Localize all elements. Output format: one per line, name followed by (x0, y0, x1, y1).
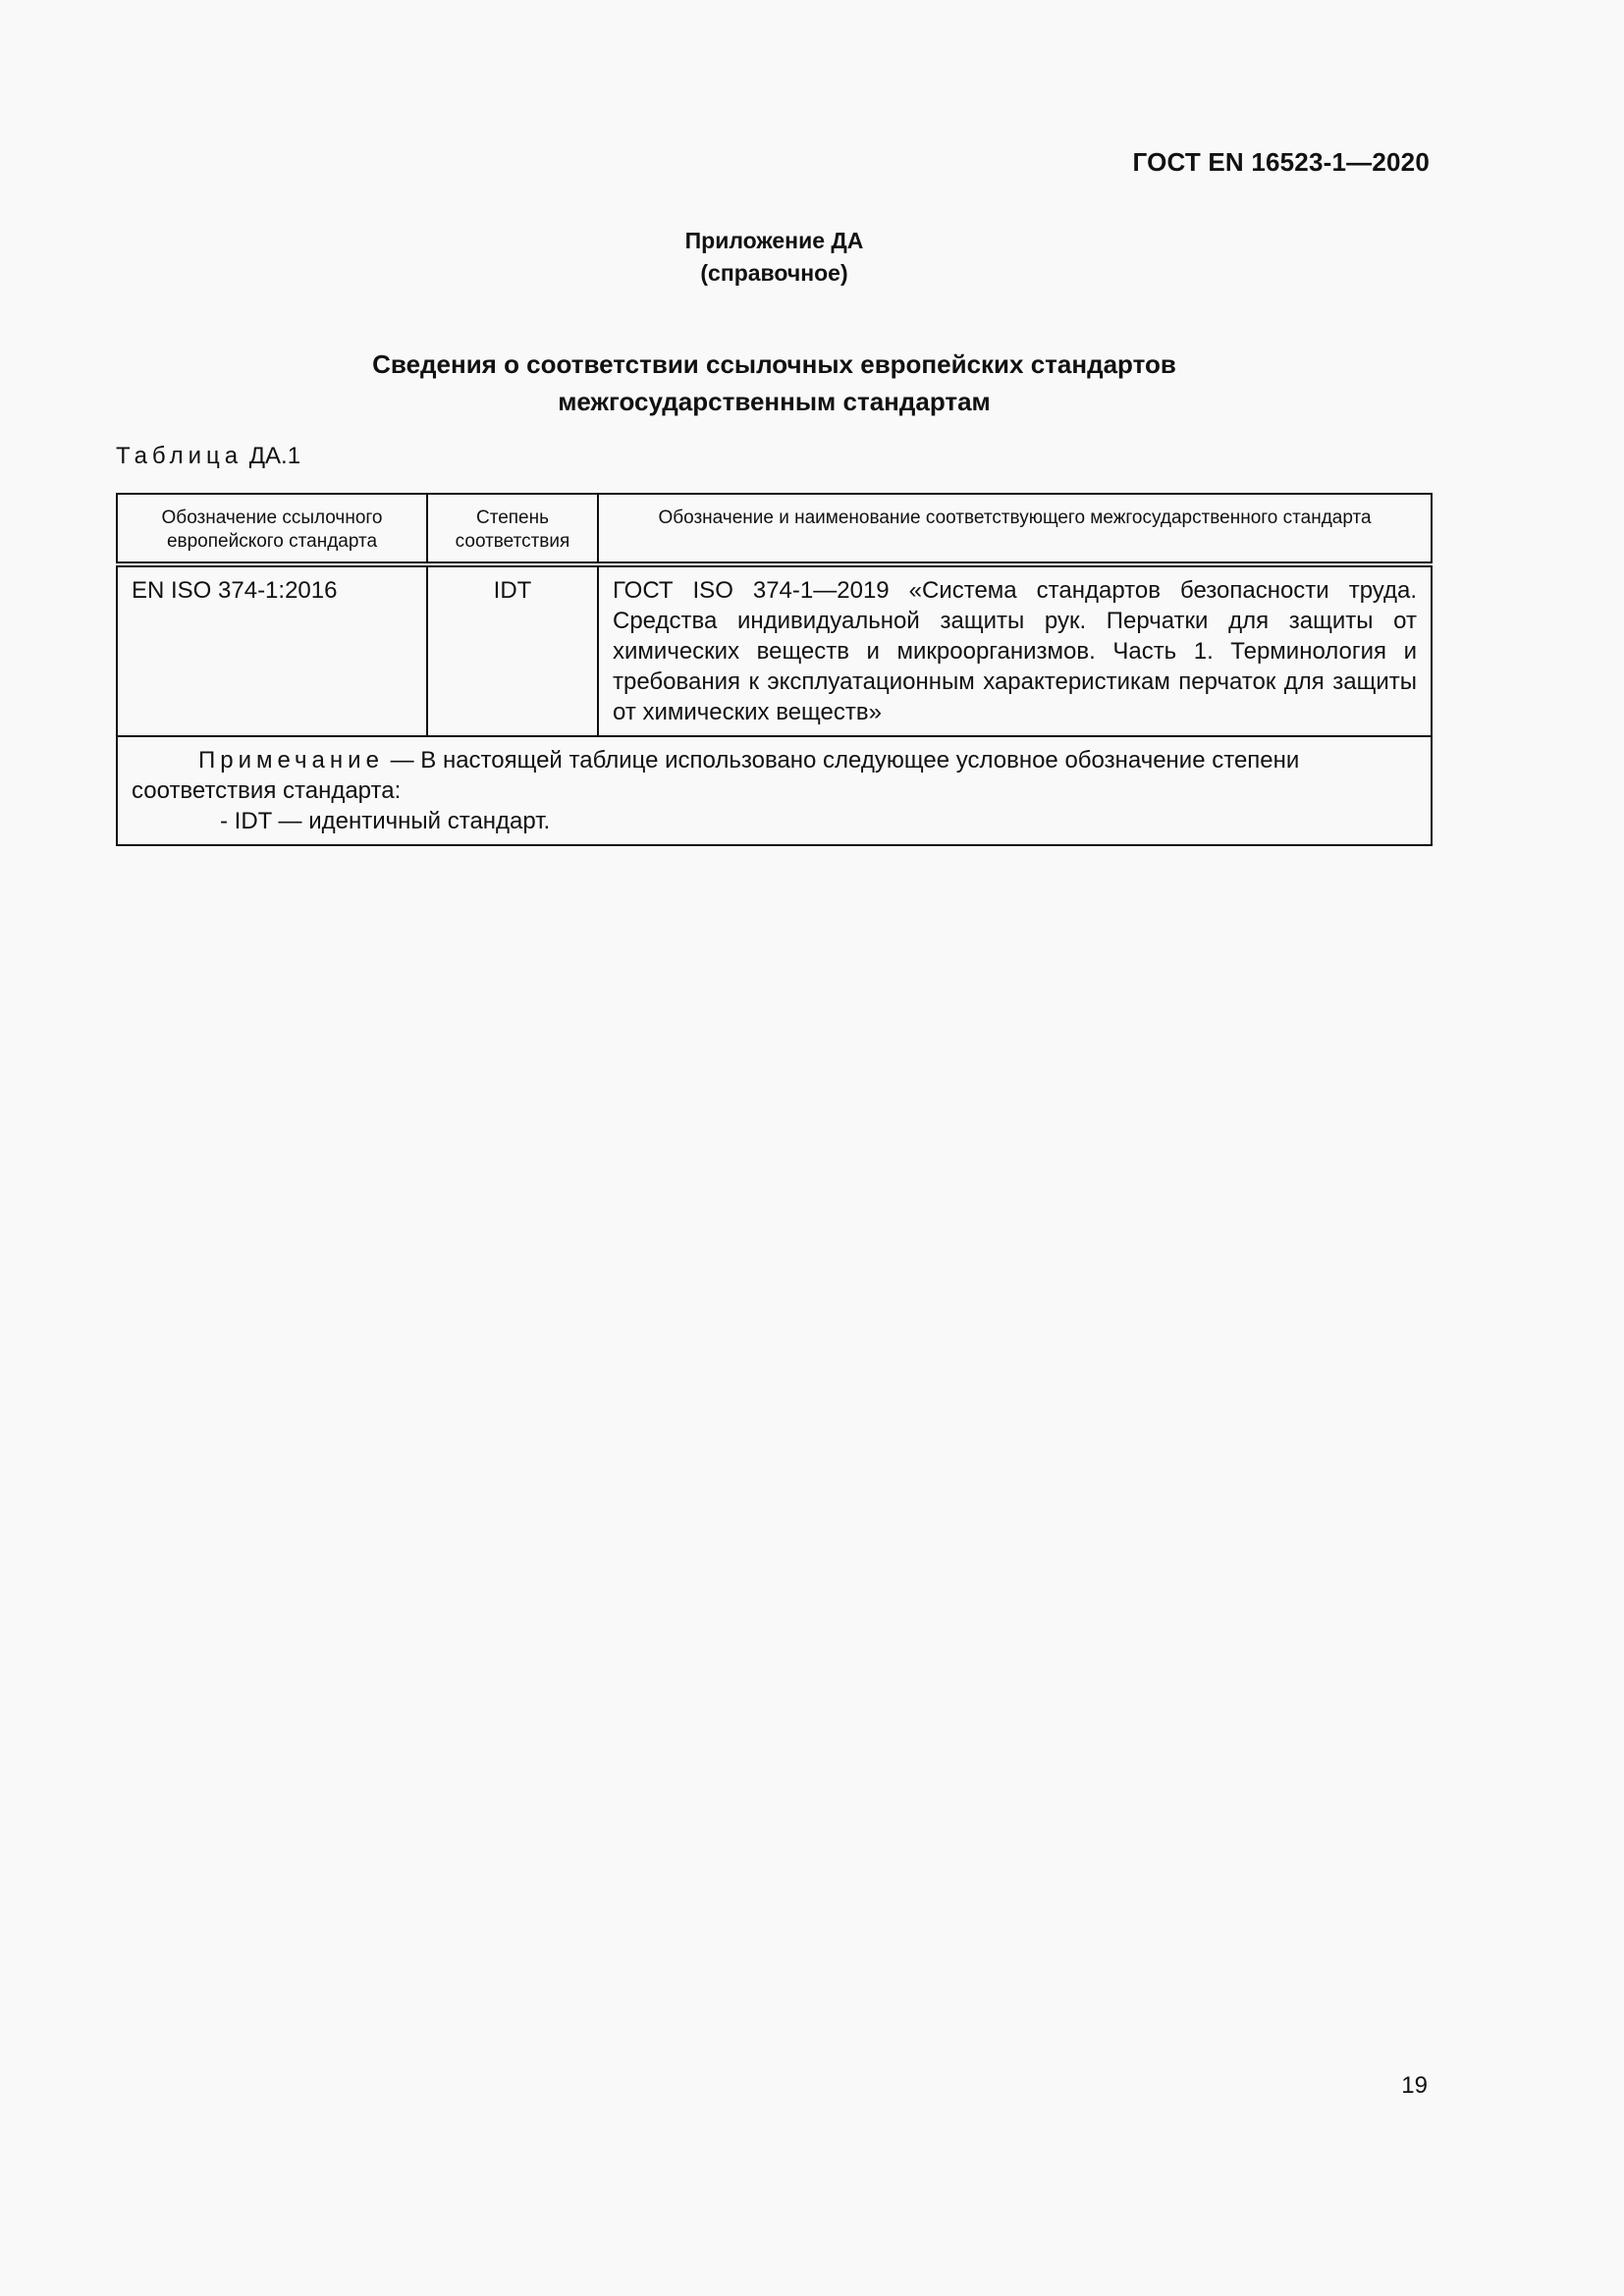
table-header-row (117, 494, 1432, 564)
section-title-line-1: Сведения о соответствии ссылочных европейских стандартов (372, 349, 1176, 379)
note-text: — В настоящей таблице использовано следующее условное обозначение степени соответствия стандарта: (132, 747, 1300, 804)
reference-standards-table (116, 493, 1433, 846)
header-european-standard: Обозначение ссылочного европейского стандарта (117, 494, 427, 564)
section-title (0, 346, 1548, 420)
header-interstate-standard: Обозначение и наименование соответствующего межгосударственного стандарта (598, 494, 1432, 564)
note-item: - IDT — идентичный стандарт. (220, 808, 551, 834)
section-title-line-2: межгосударственным стандартам (558, 387, 991, 416)
document-code: ГОСТ EN 16523-1—2020 (1132, 147, 1430, 177)
note-label: Примечание (198, 747, 384, 774)
page-number: 19 (1401, 2072, 1428, 2099)
cell-european-standard: EN ISO 374-1:2016 (117, 564, 427, 736)
table-note (117, 736, 1432, 845)
header-degree: Степень соответствия (427, 494, 598, 564)
cell-degree: IDT (427, 564, 598, 736)
annex-title: Приложение ДА (684, 228, 864, 253)
table-caption-number: ДА.1 (248, 443, 301, 469)
table-note-row (117, 736, 1432, 845)
table-row (117, 564, 1432, 736)
annex-heading (0, 225, 1548, 290)
cell-interstate-standard: ГОСТ ISO 374-1—2019 «Система стандартов безопасности труда. Средства индивидуальной защиты рук. Перчатки для защиты от химических веществ и микроорганизмов. Часть 1. Терминология и требования к эксплуатационным характеристикам перчаток для защиты от химических веществ» (598, 564, 1432, 736)
annex-status: (справочное) (700, 260, 848, 286)
table-caption-word: Таблица (116, 443, 244, 469)
table-caption (116, 443, 300, 470)
